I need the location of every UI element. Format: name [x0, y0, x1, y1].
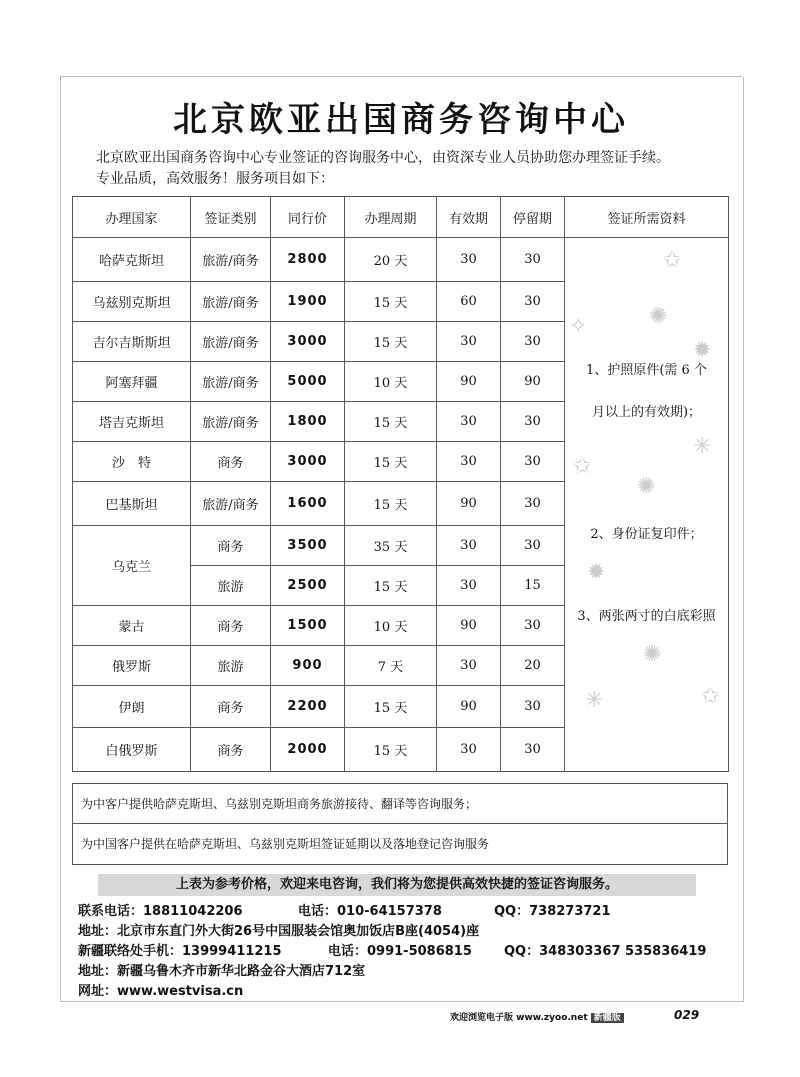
footer-banner [450, 1010, 624, 1023]
cell-validity: 60 [437, 282, 501, 322]
cell-type: 旅游/商务 [191, 322, 271, 362]
intro-line-2: 专业品质，高效服务！服务项目如下： [96, 171, 334, 187]
header-price: 同行价 [271, 197, 345, 238]
cell-country: 乌克兰 [73, 526, 191, 606]
star-icon: ✩ [573, 454, 592, 479]
sparkle-icon: ✳ [585, 688, 604, 713]
note-1: 为中客户提供哈萨克斯坦、乌兹别克斯坦商务旅游接待、翻译等咨询服务； [72, 783, 728, 824]
cell-period: 15 天 [345, 482, 437, 526]
xinjiang-qq: QQ：348303367 535836419 [504, 944, 707, 959]
cell-price: 1500 [271, 606, 345, 646]
note-2: 为中国客户提供在哈萨克斯坦、乌兹别克斯坦签证延期以及落地登记咨询服务 [72, 823, 728, 865]
header-country: 办理国家 [73, 197, 191, 238]
visa-table [72, 196, 729, 772]
cell-type: 旅游 [191, 566, 271, 606]
cell-stay: 30 [501, 728, 565, 772]
page-number: 029 [674, 1008, 700, 1022]
cell-validity: 30 [437, 526, 501, 566]
cell-period: 20 天 [345, 238, 437, 282]
cell-price: 1600 [271, 482, 345, 526]
qq-number: QQ：738273721 [494, 904, 611, 919]
cell-stay: 30 [501, 442, 565, 482]
xinjiang-phone: 电话：0991-5086815 [328, 944, 472, 959]
cell-period: 15 天 [345, 402, 437, 442]
cell-validity: 30 [437, 238, 501, 282]
cell-type: 商务 [191, 606, 271, 646]
sparkle-icon: ✹ [693, 338, 712, 363]
cell-type: 旅游/商务 [191, 362, 271, 402]
cell-price: 2000 [271, 728, 345, 772]
star-icon: ✩ [663, 248, 682, 273]
cell-stay: 90 [501, 362, 565, 402]
cell-stay: 30 [501, 238, 565, 282]
sparkle-icon: ✳ [693, 434, 712, 459]
table-header-row [73, 197, 729, 238]
cell-country: 乌兹别克斯坦 [73, 282, 191, 322]
header-docs: 签证所需资料 [565, 197, 729, 238]
doc-item-2: 2、身份证复印件； [590, 527, 703, 542]
cell-period: 15 天 [345, 566, 437, 606]
header-visa-type: 签证类别 [191, 197, 271, 238]
cell-period: 15 天 [345, 686, 437, 728]
cell-validity: 30 [437, 728, 501, 772]
cell-price: 5000 [271, 362, 345, 402]
cell-country: 巴基斯坦 [73, 482, 191, 526]
cell-validity: 30 [437, 402, 501, 442]
website: 网址：www.westvisa.cn [78, 984, 244, 999]
doc-item-3: 3、两张两寸的白底彩照 [577, 609, 716, 624]
header-period: 办理周期 [345, 197, 437, 238]
cell-country: 沙 特 [73, 442, 191, 482]
cell-country: 塔吉克斯坦 [73, 402, 191, 442]
cell-type: 商务 [191, 728, 271, 772]
contact-line-3 [78, 940, 706, 959]
cell-price: 1900 [271, 282, 345, 322]
cell-period: 35 天 [345, 526, 437, 566]
xinjiang-mobile: 新疆联络处手机：13999411215 [78, 944, 282, 959]
cell-country: 阿塞拜疆 [73, 362, 191, 402]
cell-period: 15 天 [345, 322, 437, 362]
intro-text [96, 148, 726, 190]
sparkle-icon: ✺ [637, 474, 656, 499]
cell-period: 15 天 [345, 442, 437, 482]
cell-type: 旅游/商务 [191, 482, 271, 526]
cell-type: 商务 [191, 526, 271, 566]
cell-validity: 90 [437, 482, 501, 526]
cell-country: 俄罗斯 [73, 646, 191, 686]
cell-stay: 30 [501, 686, 565, 728]
reference-banner: 上表为参考价格，欢迎来电咨询，我们将为您提供高效快捷的签证咨询服务。 [98, 874, 696, 896]
cell-validity: 30 [437, 442, 501, 482]
cell-country: 蒙古 [73, 606, 191, 646]
cell-price: 2200 [271, 686, 345, 728]
cell-validity: 90 [437, 606, 501, 646]
cell-type: 旅游/商务 [191, 402, 271, 442]
docs-cell [565, 238, 729, 772]
cell-validity: 30 [437, 322, 501, 362]
doc-item-1b: 月以上的有效期)； [591, 405, 702, 420]
cell-validity: 30 [437, 566, 501, 606]
intro-line-1: 北京欧亚出国商务咨询中心专业签证的咨询服务中心，由资深专业人员协助您办理签证手续。 [96, 150, 670, 166]
cell-country: 哈萨克斯坦 [73, 238, 191, 282]
cell-stay: 30 [501, 322, 565, 362]
cell-stay: 30 [501, 282, 565, 322]
cell-stay: 30 [501, 526, 565, 566]
cell-period: 10 天 [345, 606, 437, 646]
cell-stay: 30 [501, 402, 565, 442]
star-icon: ✧ [569, 314, 588, 339]
address-xinjiang: 地址：新疆乌鲁木齐市新华北路金谷大酒店712室 [78, 964, 366, 979]
cell-stay: 20 [501, 646, 565, 686]
cell-price: 3500 [271, 526, 345, 566]
cell-price: 1800 [271, 402, 345, 442]
star-icon: ✩ [701, 684, 720, 709]
cell-period: 10 天 [345, 362, 437, 402]
phone-office: 电话：010-64157378 [298, 904, 442, 919]
cell-price: 900 [271, 646, 345, 686]
cell-period: 15 天 [345, 728, 437, 772]
sparkle-icon: ✺ [649, 304, 668, 329]
edition-tag: 新疆版 [591, 1013, 624, 1023]
cell-country: 伊朗 [73, 686, 191, 728]
cell-price: 2800 [271, 238, 345, 282]
sparkle-icon: ✹ [587, 560, 606, 585]
cell-period: 15 天 [345, 282, 437, 322]
cell-country: 吉尔吉斯斯坦 [73, 322, 191, 362]
address-beijing: 地址：北京市东直门外大街26号中国服装会馆奥加饭店B座(4054)座 [78, 924, 480, 939]
page-title: 北京欧亚出国商务咨询中心 [173, 100, 629, 140]
cell-type: 旅游/商务 [191, 282, 271, 322]
doc-item-1a: 1、护照原件(需 6 个 [586, 363, 707, 378]
table-row [73, 238, 729, 282]
cell-price: 3000 [271, 442, 345, 482]
cell-validity: 30 [437, 646, 501, 686]
cell-validity: 90 [437, 686, 501, 728]
cell-validity: 90 [437, 362, 501, 402]
header-validity: 有效期 [437, 197, 501, 238]
cell-type: 旅游 [191, 646, 271, 686]
footer-text: 欢迎浏览电子版 www.zyoo.net [450, 1013, 588, 1023]
cell-period: 7 天 [345, 646, 437, 686]
cell-type: 旅游/商务 [191, 238, 271, 282]
cell-price: 2500 [271, 566, 345, 606]
cell-type: 商务 [191, 686, 271, 728]
cell-type: 商务 [191, 442, 271, 482]
header-stay: 停留期 [501, 197, 565, 238]
cell-country: 白俄罗斯 [73, 728, 191, 772]
cell-stay: 15 [501, 566, 565, 606]
phone-mobile: 联系电话：18811042206 [78, 904, 243, 919]
cell-price: 3000 [271, 322, 345, 362]
sparkle-icon: ✺ [643, 642, 662, 667]
contact-line-1 [78, 900, 611, 919]
cell-stay: 30 [501, 482, 565, 526]
cell-stay: 30 [501, 606, 565, 646]
